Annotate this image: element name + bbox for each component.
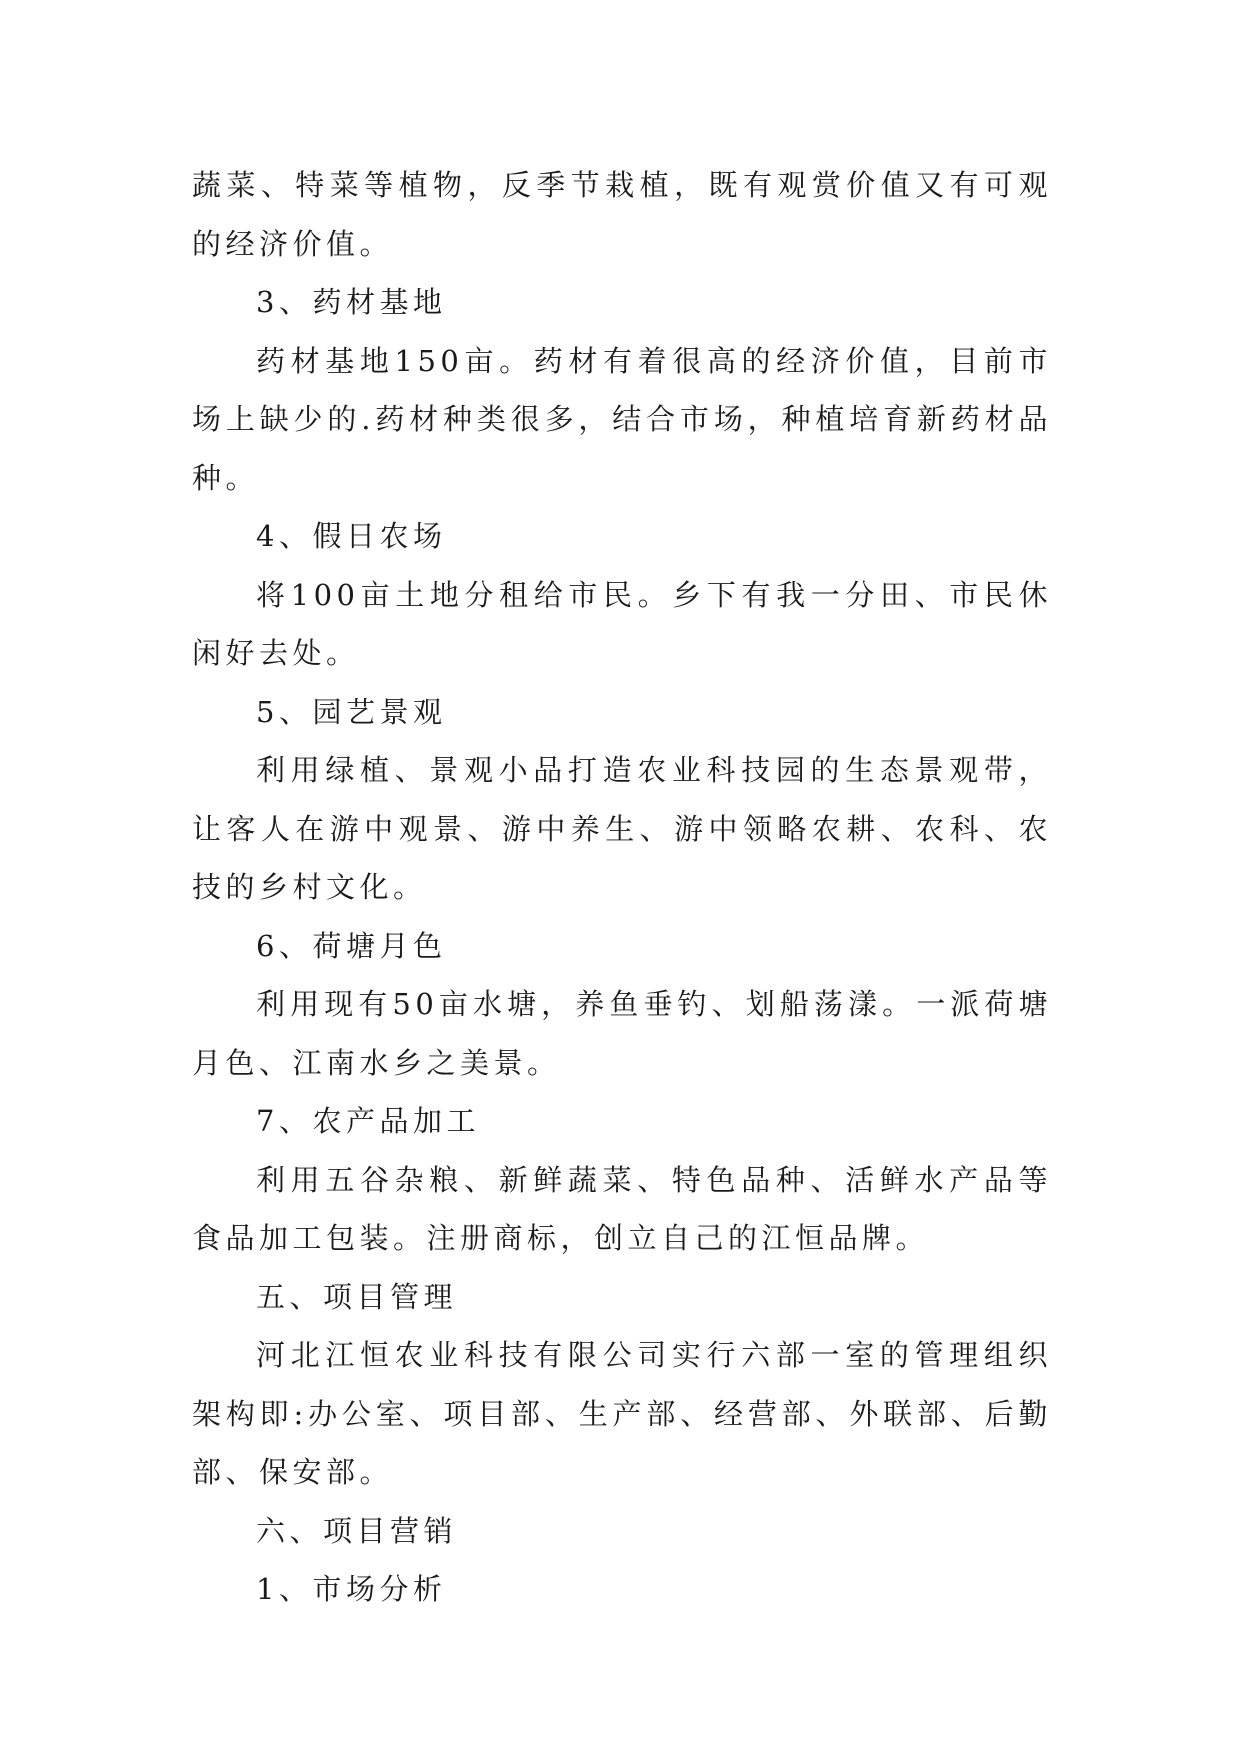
paragraph-garden-landscape: 利用绿植、景观小品打造农业科技园的生态景观带，让客人在游中观景、游中养生、游中领略农耕、农科、农技的乡村文化。 bbox=[192, 753, 1052, 904]
heading-lotus-pond: 6、荷塘月色 bbox=[256, 928, 447, 963]
paragraph-agri-processing: 利用五谷杂粮、新鲜蔬菜、特色品种、活鲜水产品等食品加工包装。注册商标，创立自己的江恒品牌。 bbox=[192, 1162, 1052, 1255]
paragraph-holiday-farm: 将100亩土地分租给市民。乡下有我一分田、市民休闲好去处。 bbox=[192, 577, 1052, 670]
paragraph-herb-base: 药材基地150亩。药材有着很高的经济价值，目前市场上缺少的.药材种类很多，结合市场，种植培育新药材品种。 bbox=[192, 343, 1052, 495]
heading-agri-processing: 7、农产品加工 bbox=[256, 1104, 480, 1138]
heading-holiday-farm: 4、假日农场 bbox=[256, 519, 447, 553]
heading-market-analysis: 1、市场分析 bbox=[256, 1572, 447, 1606]
document-body bbox=[192, 156, 1052, 1619]
heading-garden-landscape: 5、园艺景观 bbox=[256, 694, 447, 729]
paragraph-project-management: 河北江恒农业科技有限公司实行六部一室的管理组织架构即:办公室、项目部、生产部、经营部、外联部、后勤部、保安部。 bbox=[192, 1338, 1052, 1489]
heading-herb-base: 3、药材基地 bbox=[256, 285, 447, 319]
heading-project-management: 五、项目管理 bbox=[256, 1279, 458, 1314]
heading-project-marketing: 六、项目营销 bbox=[256, 1513, 458, 1548]
paragraph-vegetables-continued: 蔬菜、特菜等植物，反季节栽植，既有观赏价值又有可观的经济价值。 bbox=[192, 168, 1052, 261]
paragraph-lotus-pond: 利用现有50亩水塘，养鱼垂钓、划船荡漾。一派荷塘月色、江南水乡之美景。 bbox=[192, 987, 1052, 1080]
